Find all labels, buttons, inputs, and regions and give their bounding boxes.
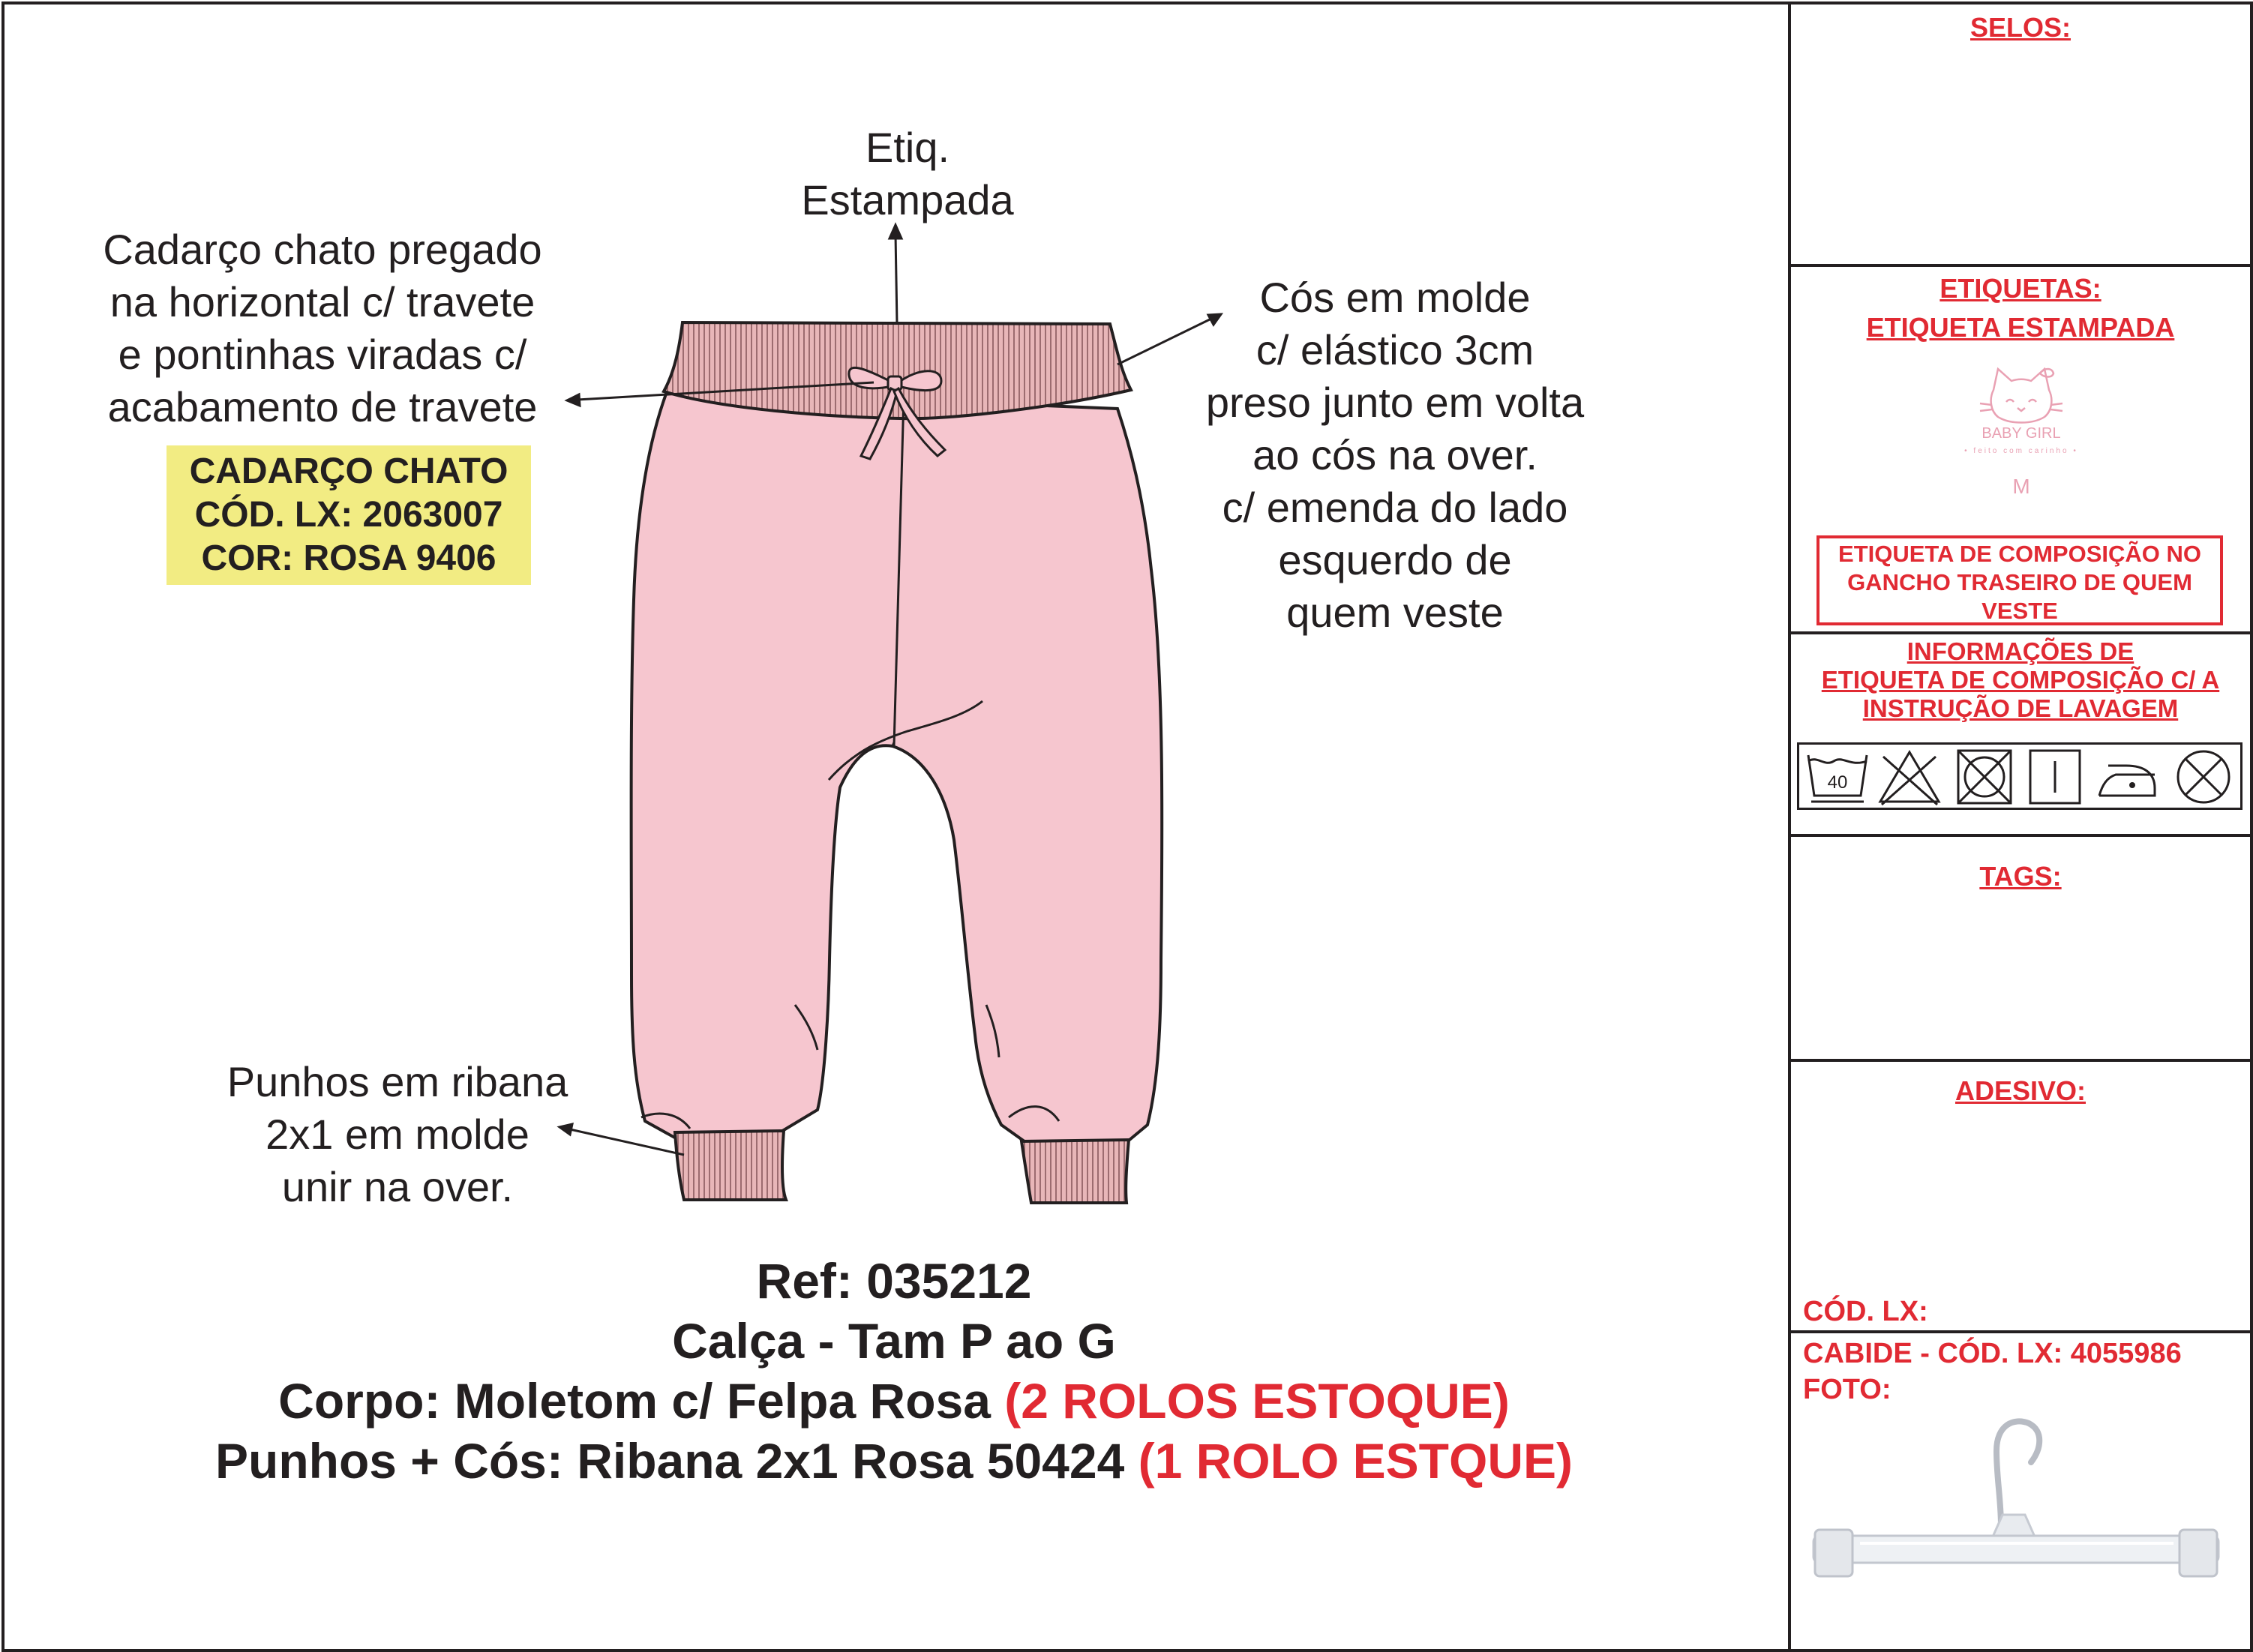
adesivo-header: ADESIVO: [1954,1075,2086,1106]
label-tagline: • feito com carinho • [1964,447,2078,455]
informacoes-header: INFORMAÇÕES DE ETIQUETA DE COMPOSIÇÃO C/ A INSTRUÇÃO DE LAVAGEM [1821,637,2220,722]
care-divider [1791,834,2250,837]
adesivo-divider [1791,1330,2250,1333]
pants-body [632,390,1162,1144]
line-dry-icon [2021,746,2089,808]
label-size: M [2012,475,2030,498]
wash-temp: 40 [1827,772,1848,793]
corpo-line [0,1371,1788,1431]
etiq-estampada-note: Etiq. Estampada [801,124,1014,223]
etiqueta-estampada-title: ETIQUETA ESTAMPADA [1866,312,2175,343]
foto-label: FOTO: [1803,1374,1892,1405]
punhos-note: Punhos em ribana 2x1 em molde unir na over. [226,1058,568,1210]
iron-low-icon [2093,746,2161,808]
left-cuff [675,1131,786,1200]
punhos-line [0,1431,1788,1491]
corpo-stock: (2 ROLOS ESTOQUE) [1004,1373,1510,1429]
product-ref: Ref: 035212 [756,1253,1032,1309]
waistband [664,322,1131,418]
selos-header: SELOS: [1970,12,2071,43]
punhos-stock: (1 ROLO ESTQUE) [1138,1433,1573,1489]
back-seam [892,742,894,746]
composicao-box: ETIQUETA DE COMPOSIÇÃO NO GANCHO TRASEIRO DE QUEM VESTE [1816,535,2223,625]
etiquetas-divider [1791,631,2250,634]
selos-divider [1791,264,2250,267]
cos-note: Cós em molde c/ elástico 3cm preso junto em volta ao cós na over. c/ emenda do lado esquerdo de quem veste [1205,274,1585,636]
care-symbols-row [1797,742,2242,810]
cabide-label: CABIDE - CÓD. LX: 4055986 [1803,1338,2182,1369]
punhos-fabric: Punhos + Cós: Ribana 2x1 Rosa 50424 [214,1433,1138,1489]
no-tumble-dry-icon [1951,746,2018,808]
cod-lx-label: CÓD. LX: [1803,1296,1928,1327]
corpo-fabric: Corpo: Moletom c/ Felpa Rosa [278,1373,1005,1429]
right-cuff [1022,1140,1129,1203]
wash-40-icon [1804,746,1871,808]
product-name: Calça - Tam P ao G [672,1313,1116,1369]
tags-divider [1791,1059,2250,1062]
kitten-icon [1980,369,2062,423]
no-dry-clean-icon [2170,746,2237,808]
no-bleach-icon [1876,746,1943,808]
cadarco-code-box: CADARÇO CHATO CÓD. LX: 2063007 COR: ROSA 9406 [166,445,531,585]
label-brand: BABY GIRL [1982,425,2061,442]
hanger-photo [1800,1410,2235,1605]
cadarco-note: Cadarço chato pregado na horizontal c/ travete e pontinhas viradas c/ acabamento de travete [103,226,542,430]
printed-label-art [1920,352,2122,502]
tags-header: TAGS: [1979,861,2062,892]
side-panel-divider [1788,1,1791,1649]
etiquetas-header: ETIQUETAS: [1940,273,2102,304]
